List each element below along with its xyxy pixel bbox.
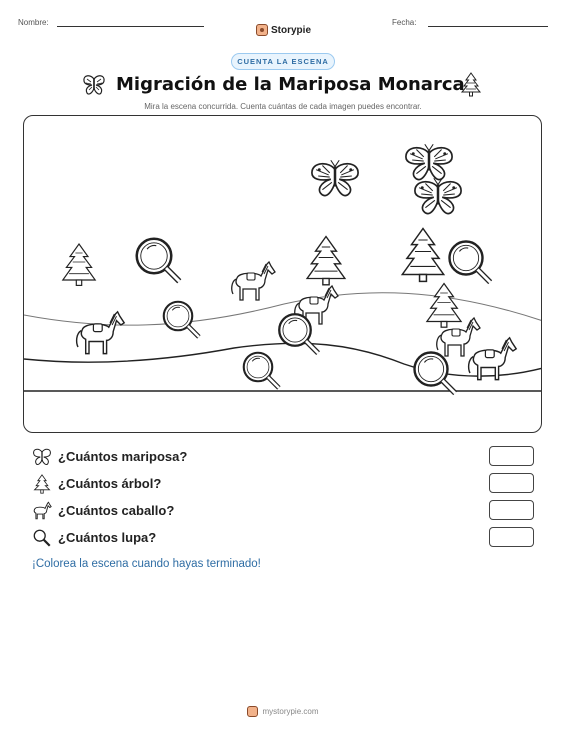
brand-logo-icon (256, 24, 268, 36)
brand-name: Storypie (271, 24, 312, 36)
question-magnifier (30, 527, 540, 549)
tree-icon (307, 237, 345, 285)
magnifier-icon (137, 239, 180, 282)
tree-icon (460, 72, 482, 98)
tree-icon (427, 284, 461, 328)
footer-url[interactable]: mystorypie.com (262, 706, 319, 716)
scene-illustration (24, 116, 542, 433)
answer-box-magnifier[interactable] (489, 527, 534, 547)
horse-icon (77, 312, 125, 354)
magnifier-icon (32, 528, 52, 548)
magnifier-icon (415, 353, 456, 394)
butterfly-icon (32, 447, 52, 467)
tree-icon (32, 474, 52, 494)
title-row (0, 72, 566, 100)
question-text: ¿Cuántos mariposa? (58, 449, 188, 464)
brand-logo (256, 22, 311, 38)
magnifier-icon (164, 302, 199, 337)
search-scene (23, 115, 542, 433)
coloring-note: ¡Colorea la escena cuando hayas terminado! (32, 558, 261, 570)
footer (0, 703, 566, 719)
magnifier-icon (244, 353, 279, 388)
name-label: Nombre: (18, 18, 49, 27)
answer-box-tree[interactable] (489, 473, 534, 493)
horse-icon (469, 338, 517, 380)
question-text: ¿Cuántos lupa? (58, 530, 157, 545)
answer-box-horse[interactable] (489, 500, 534, 520)
tree-icon (63, 244, 95, 285)
magnifier-icon (279, 314, 318, 353)
magnifier-icon (450, 242, 491, 283)
header-row (0, 12, 566, 36)
activity-badge: CUENTA LA ESCENA (231, 53, 335, 70)
butterfly-icon (415, 178, 461, 213)
tree-icon (402, 229, 443, 282)
butterfly-icon (406, 144, 452, 179)
question-butterfly (30, 446, 540, 468)
horse-icon (32, 501, 52, 521)
footer-logo-icon (247, 706, 258, 717)
answer-box-butterfly[interactable] (489, 446, 534, 466)
date-field[interactable] (428, 26, 548, 27)
question-text: ¿Cuántos árbol? (58, 476, 162, 491)
page-title: Migración de la Mariposa Monarca (116, 74, 465, 95)
name-field[interactable] (57, 26, 204, 27)
question-tree (30, 473, 540, 495)
butterfly-icon (312, 160, 358, 195)
question-horse (30, 500, 540, 522)
date-label: Fecha: (392, 18, 417, 27)
butterfly-icon (82, 74, 106, 96)
horse-icon (232, 262, 275, 300)
question-text: ¿Cuántos caballo? (58, 503, 175, 518)
instructions: Mira la escena concurrida. Cuenta cuántas de cada imagen puedes encontrar. (144, 102, 422, 111)
